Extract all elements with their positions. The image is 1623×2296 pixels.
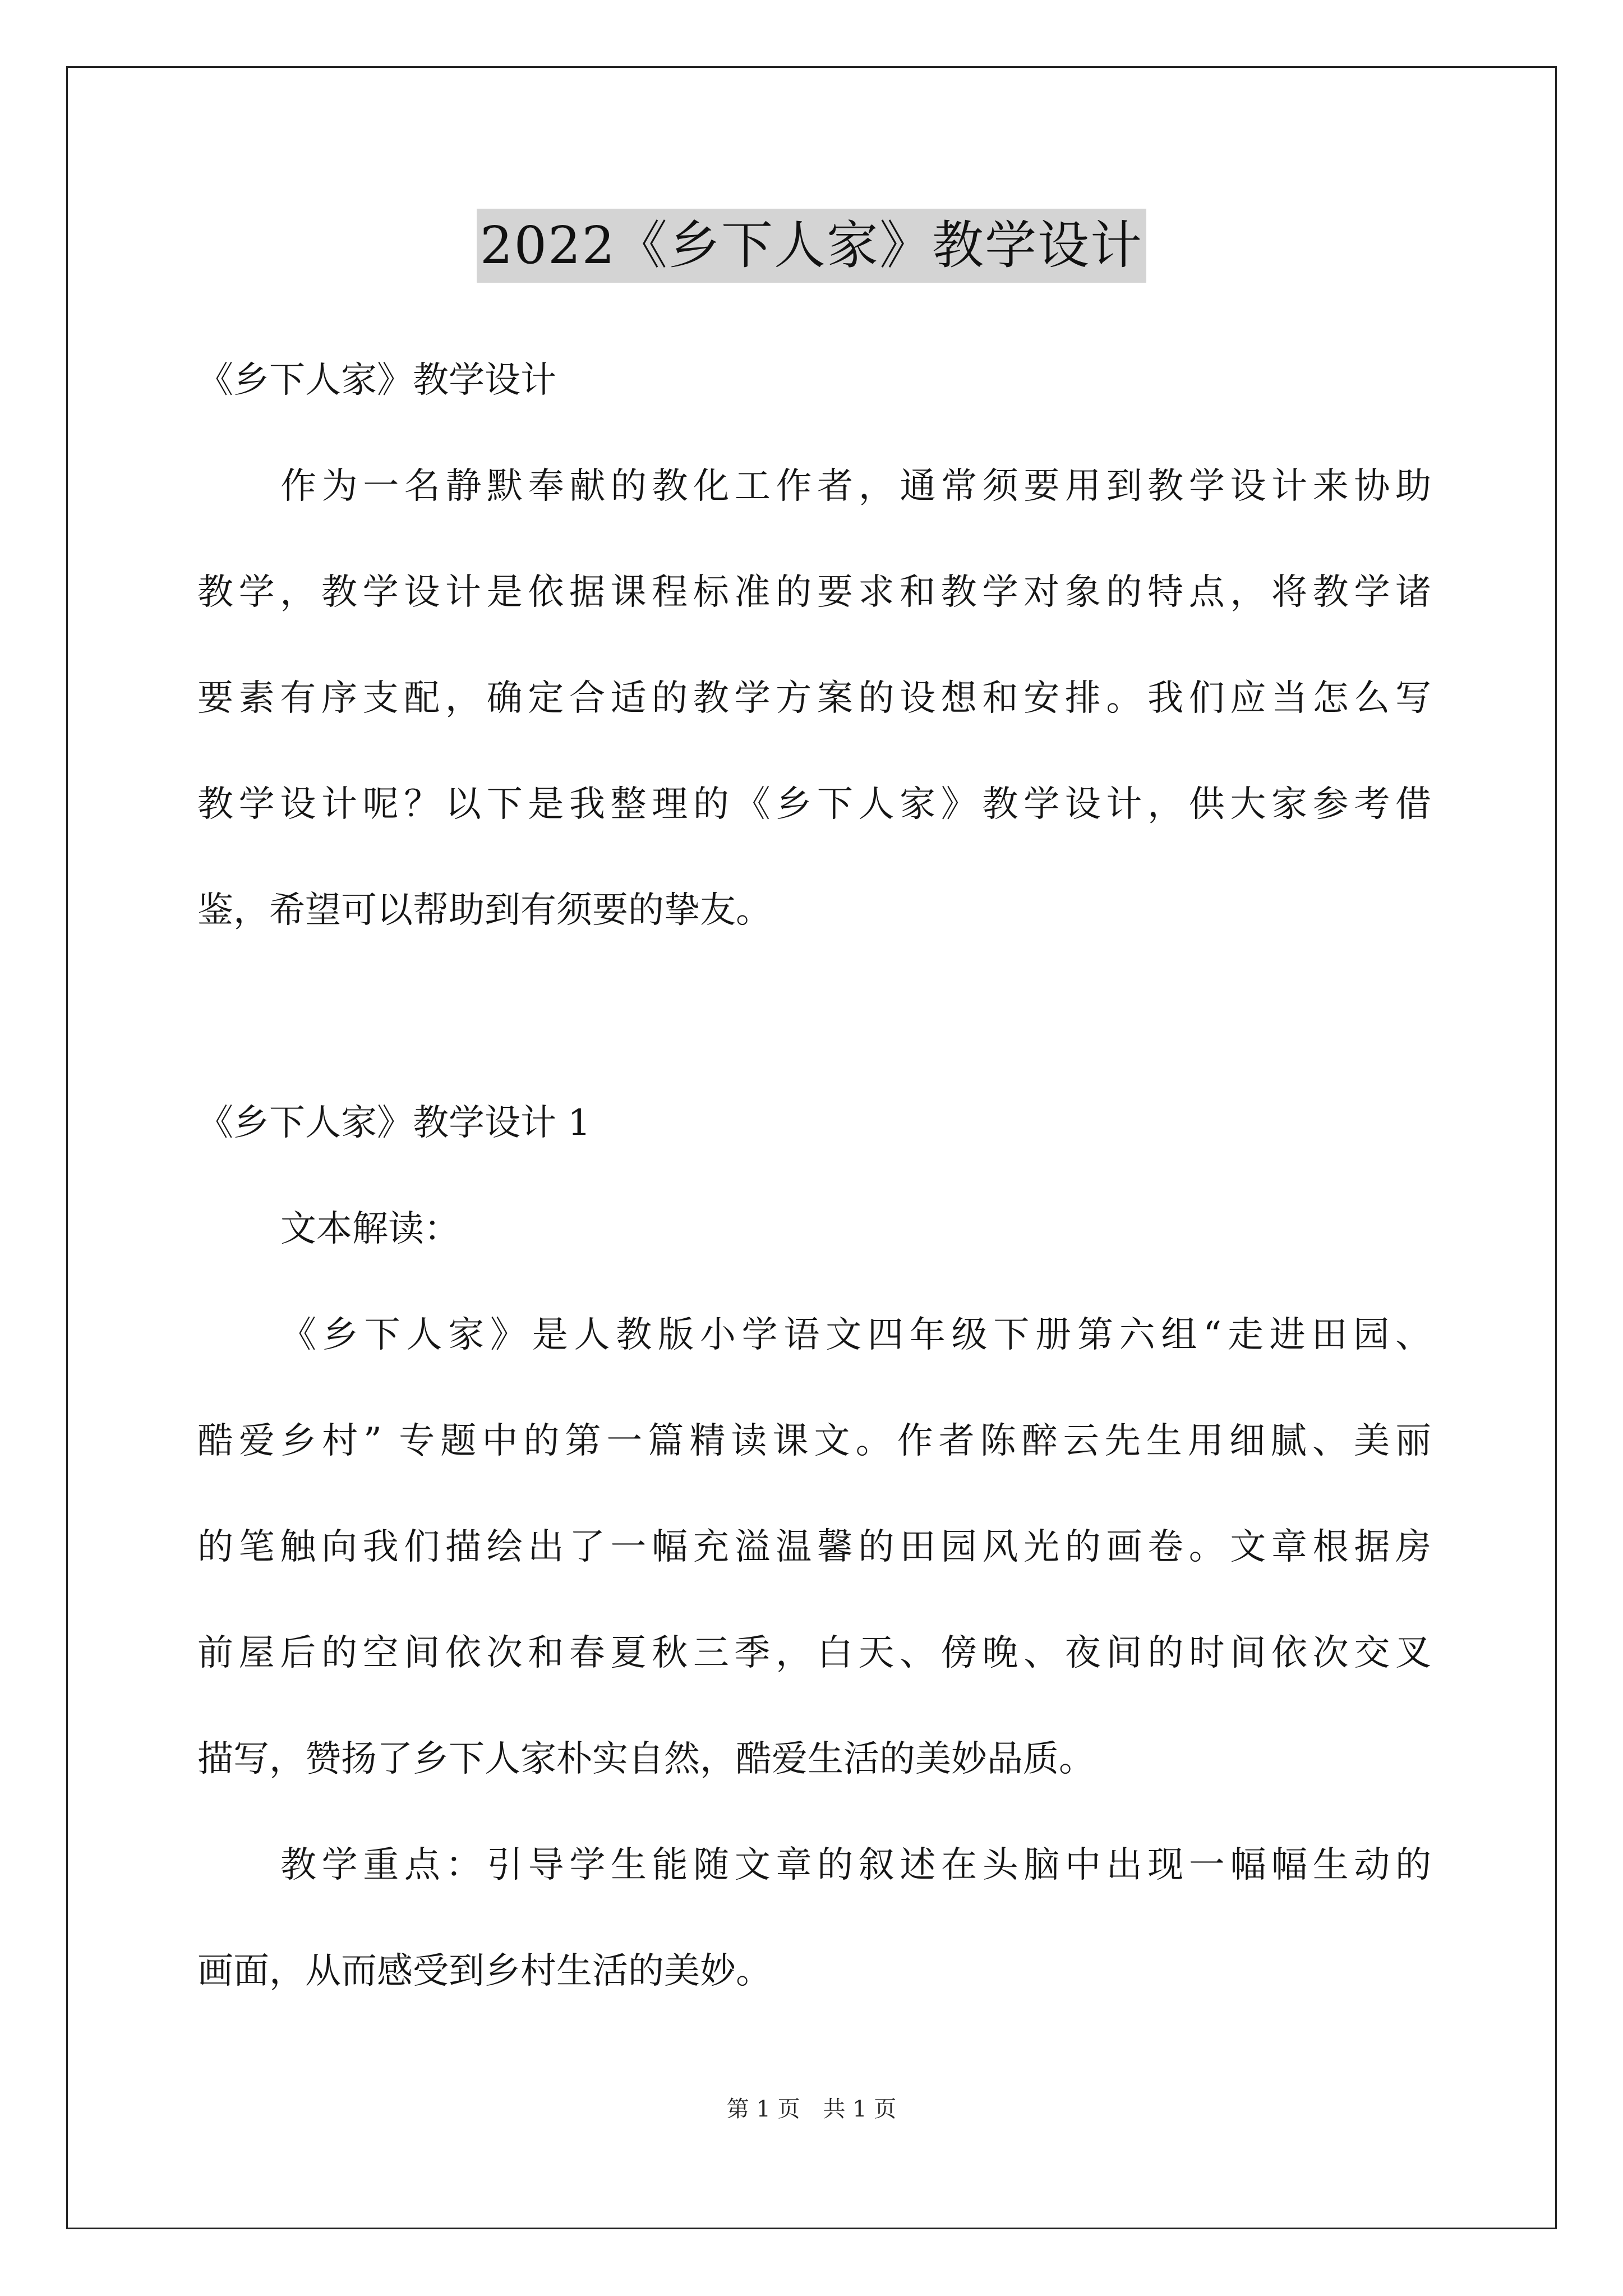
text-reading-label: 文本解读： [280,1208,460,1250]
intro-line-2: 教学，教学设计是依据课程标准的要求和教学对象的特点，将教学诸 [197,572,1431,613]
reading-line-3: 的笔触向我们描绘出了一幅充溢温馨的田园风光的画卷。文章根据房 [197,1526,1431,1568]
reading-line-4: 前屋后的空间依次和春夏秋三季，白天、傍晚、夜间的时间依次交叉 [197,1632,1431,1674]
document-subtitle: 《乡下人家》教学设计 [197,360,556,401]
page-total: 共 1 页 [823,2096,897,2122]
key-point-line-2: 画面，从而感受到乡村生活的美妙。 [197,1950,772,1992]
intro-line-1: 作为一名静默奉献的教化工作者，通常须要用到教学设计来协助 [280,466,1431,507]
intro-line-4: 教学设计呢？以下是我整理的《乡下人家》教学设计，供大家参考借 [197,784,1431,825]
reading-line-2: 酷爱乡村” 专题中的第一篇精读课文。作者陈醉云先生用细腻、美丽 [197,1420,1431,1462]
document-title: 2022《乡下人家》教学设计 [477,209,1146,283]
key-point-line-1: 教学重点：引导学生能随文章的叙述在头脑中出现一幅幅生动的 [280,1844,1431,1886]
reading-line-1: 《乡下人家》是人教版小学语文四年级下册第六组“走进田园、 [280,1314,1431,1356]
page-footer [0,2093,1623,2125]
page-number: 第 1 页 [726,2096,800,2122]
intro-line-5: 鉴，希望可以帮助到有须要的挚友。 [197,890,772,931]
title-container [0,209,1623,283]
section-heading: 《乡下人家》教学设计 1 [197,1102,591,1144]
intro-line-3: 要素有序支配，确定合适的教学方案的设想和安排。我们应当怎么写 [197,678,1431,719]
reading-line-5: 描写，赞扬了乡下人家朴实自然，酷爱生活的美妙品质。 [197,1738,1095,1780]
